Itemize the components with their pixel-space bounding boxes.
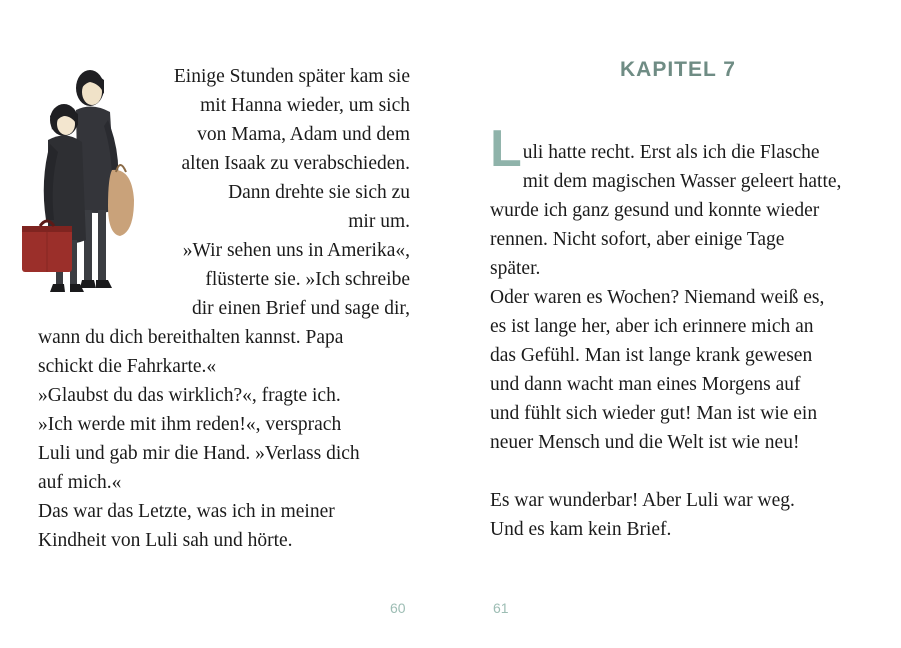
- text-line: und dann wacht man eines Morgens auf: [490, 374, 801, 395]
- wrapped-text-block: [110, 62, 410, 323]
- text-line: Und es kam kein Brief.: [490, 519, 672, 540]
- text-line: flüsterte sie. »Ich schreibe: [205, 269, 410, 290]
- full-text-block: [38, 323, 438, 555]
- text-line: mir um.: [348, 211, 410, 232]
- text-line: Einige Stunden später kam sie: [173, 66, 410, 87]
- text-line: das Gefühl. Man ist lange krank gewesen: [490, 345, 813, 366]
- text-line: dir einen Brief und sage dir,: [192, 298, 410, 319]
- left-page: [0, 0, 450, 648]
- page-number: 60: [390, 600, 406, 616]
- text-line: es ist lange her, aber ich erinnere mich an: [490, 316, 814, 337]
- text-line: »Glaubst du das wirklich?«, fragte ich.: [38, 385, 341, 406]
- chapter-title: KAPITEL 7: [620, 58, 736, 81]
- text-line: Es war wunderbar! Aber Luli war weg.: [490, 490, 795, 511]
- text-line: uli hatte recht. Erst als ich die Flasche: [522, 142, 820, 163]
- drop-cap: L: [490, 120, 522, 178]
- text-line: Das war das Letzte, was ich in meiner: [38, 501, 335, 522]
- chapter-body: [490, 120, 880, 544]
- text-line: »Wir sehen uns in Amerika«,: [182, 240, 410, 261]
- text-line: Dann drehte sie sich zu: [228, 182, 410, 203]
- page-number: 61: [493, 600, 509, 616]
- text-line: von Mama, Adam und dem: [197, 124, 410, 145]
- paragraph-gap: [490, 457, 880, 486]
- text-line: alten Isaak zu verabschieden.: [181, 153, 410, 174]
- text-line: rennen. Nicht sofort, aber einige Tage: [490, 229, 785, 250]
- text-line: und fühlt sich wieder gut! Man ist wie ein: [490, 403, 818, 424]
- text-line: schickt die Fahrkarte.«: [38, 356, 217, 377]
- text-line: mit dem magischen Wasser geleert hatte,: [522, 171, 842, 192]
- text-line: später.: [490, 258, 541, 279]
- text-line: Luli und gab mir die Hand. »Verlass dich: [38, 443, 360, 464]
- text-line: wurde ich ganz gesund und konnte wieder: [490, 200, 820, 221]
- right-page: [450, 0, 901, 648]
- text-line: auf mich.«: [38, 472, 122, 493]
- red-suitcase: [22, 221, 72, 272]
- text-line: Kindheit von Luli sah und hörte.: [38, 530, 293, 551]
- text-line: »Ich werde mit ihm reden!«, versprach: [38, 414, 342, 435]
- text-line: neuer Mensch und die Welt ist wie neu!: [490, 432, 800, 453]
- text-line: wann du dich bereithalten kannst. Papa: [38, 327, 344, 348]
- text-line: mit Hanna wieder, um sich: [200, 95, 410, 116]
- text-line: Oder waren es Wochen? Niemand weiß es,: [490, 287, 825, 308]
